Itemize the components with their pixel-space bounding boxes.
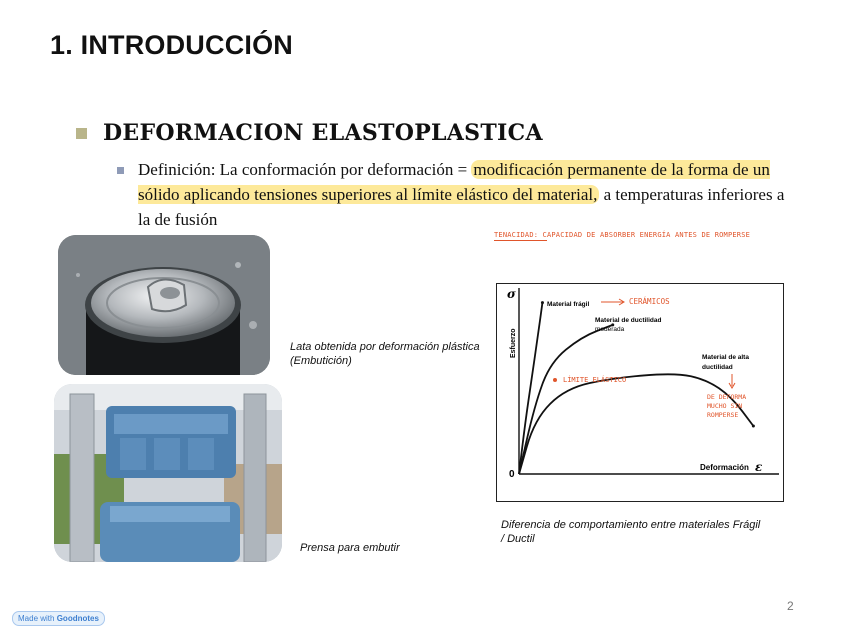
section-heading: DEFORMACION ELASTOPLASTICA <box>103 120 543 146</box>
series-line-0 <box>519 303 542 474</box>
ann-deforma-1: MUCHO SIN <box>707 402 743 410</box>
ann-dot-limite <box>553 378 557 382</box>
ann-deforma-0: DE DEFORMA <box>707 393 747 401</box>
definition-text <box>138 157 788 232</box>
definition-highlight: modificación permanente de la forma de un sólido aplicando tensiones superiores al límite elástico del material, <box>138 160 770 204</box>
x-symbol: ε <box>755 460 763 474</box>
press-photo <box>54 384 282 562</box>
badge-brand: Goodnotes <box>56 614 99 623</box>
badge-prefix: Made with <box>18 614 55 623</box>
goodnotes-badge[interactable] <box>12 611 105 626</box>
ann-limite: LÍMITE ELÁSTICO <box>563 376 627 384</box>
ann-ceramicos: CERÁMICOS <box>629 297 670 306</box>
caption-chart: Diferencia de comportamiento entre materiales Frágil / Ductil <box>501 519 761 545</box>
series-end-point-2 <box>752 425 755 428</box>
definition-tail: a temperaturas inferiores a la de fusión <box>138 185 785 229</box>
x-axis-label: Deformación <box>700 463 749 472</box>
label-moderada-1: Material de ductilidad <box>595 317 662 324</box>
caption-can: Lata obtenida por deformación plástica (Embutición) <box>290 341 480 367</box>
label-fragil: Material frágil <box>547 301 590 308</box>
handwritten-underline <box>494 240 547 241</box>
page-title: 1. INTRODUCCIÓN <box>50 30 294 60</box>
can-photo <box>58 235 270 375</box>
can-illustration <box>58 235 270 375</box>
handwritten-tenacidad-note: TENACIDAD: CAPACIDAD DE ABSORBER ENERGÍA ANTES DE ROMPERSE <box>494 231 751 239</box>
series-line-1 <box>519 325 613 474</box>
press-illustration <box>54 384 282 562</box>
page-number: 2 <box>787 599 794 613</box>
y-axis-label: Esfuerzo <box>510 328 517 358</box>
definition-lead: Definición: La conformación por deformación = <box>138 160 472 179</box>
label-alta-1: Material de alta <box>702 354 749 361</box>
label-alta-2: ductilidad <box>702 364 733 371</box>
series-end-point-0 <box>541 301 544 304</box>
section-bullet <box>76 128 87 139</box>
caption-press: Prensa para embutir <box>300 542 400 554</box>
definition-bullet <box>117 167 124 174</box>
stress-strain-chart <box>496 283 784 502</box>
series-line-2 <box>519 374 753 474</box>
chart-canvas <box>497 284 783 501</box>
origin-label: 0 <box>509 469 515 480</box>
label-moderada-2: moderada <box>595 326 625 333</box>
y-symbol: σ <box>507 287 516 301</box>
ann-deforma-2: ROMPERSE <box>707 411 739 419</box>
